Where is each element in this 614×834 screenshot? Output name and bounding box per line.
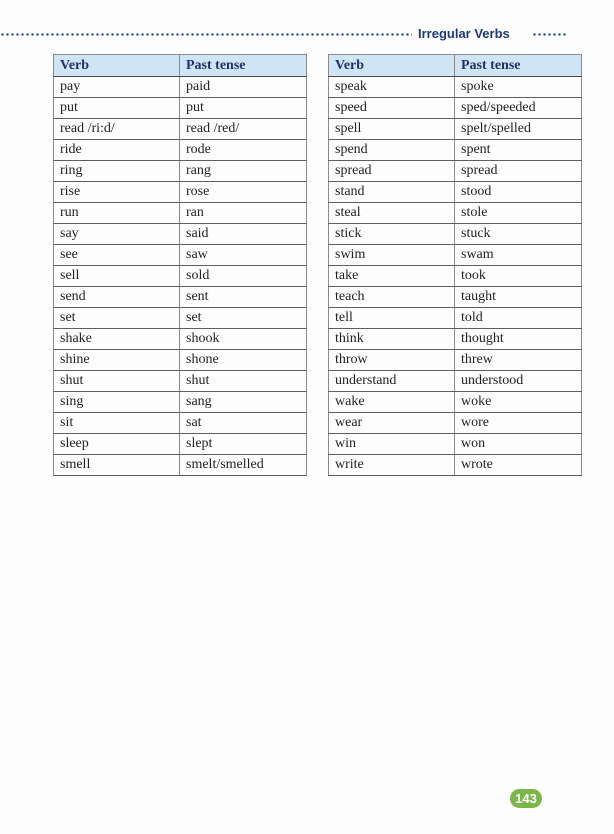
table-row: [54, 266, 307, 287]
table-row: [329, 161, 582, 182]
verb-cell: put: [54, 98, 180, 119]
verb-cell: set: [54, 308, 180, 329]
past-tense-cell: read /red/: [180, 119, 307, 140]
table-row: [329, 77, 582, 98]
table-row: [329, 245, 582, 266]
verb-cell: teach: [329, 287, 455, 308]
verb-column-header: Verb: [54, 55, 180, 77]
past-tense-cell: slept: [180, 434, 307, 455]
past-tense-cell: smelt/smelled: [180, 455, 307, 476]
past-tense-cell: won: [455, 434, 582, 455]
verb-cell: send: [54, 287, 180, 308]
verb-cell: wake: [329, 392, 455, 413]
dotted-rule-left: [0, 33, 412, 36]
past-tense-cell: threw: [455, 350, 582, 371]
table-row: [329, 182, 582, 203]
past-tense-cell: wore: [455, 413, 582, 434]
table-row: [54, 161, 307, 182]
table-row: [329, 287, 582, 308]
past-tense-cell: shone: [180, 350, 307, 371]
verb-cell: stick: [329, 224, 455, 245]
past-tense-cell: rang: [180, 161, 307, 182]
verb-cell: sell: [54, 266, 180, 287]
past-tense-cell: put: [180, 98, 307, 119]
table-row: [329, 350, 582, 371]
table-row: [329, 119, 582, 140]
verb-cell: smell: [54, 455, 180, 476]
table-header-row: [329, 55, 582, 77]
past-tense-cell: sat: [180, 413, 307, 434]
table-row: [329, 392, 582, 413]
table-row: [54, 140, 307, 161]
past-tense-column-header: Past tense: [180, 55, 307, 77]
verb-cell: sleep: [54, 434, 180, 455]
past-tense-cell: took: [455, 266, 582, 287]
table-row: [54, 77, 307, 98]
past-tense-cell: sent: [180, 287, 307, 308]
verb-cell: steal: [329, 203, 455, 224]
past-tense-cell: rode: [180, 140, 307, 161]
past-tense-cell: stuck: [455, 224, 582, 245]
table-row: [329, 266, 582, 287]
past-tense-cell: shook: [180, 329, 307, 350]
past-tense-cell: paid: [180, 77, 307, 98]
verb-cell: rise: [54, 182, 180, 203]
past-tense-cell: swam: [455, 245, 582, 266]
table-row: [329, 434, 582, 455]
verb-cell: speak: [329, 77, 455, 98]
table-row: [54, 392, 307, 413]
past-tense-cell: shut: [180, 371, 307, 392]
table-row: [329, 203, 582, 224]
past-tense-cell: saw: [180, 245, 307, 266]
verb-cell: spread: [329, 161, 455, 182]
past-tense-cell: spent: [455, 140, 582, 161]
table-row: [329, 224, 582, 245]
verb-table-right: [328, 54, 582, 476]
verb-cell: spell: [329, 119, 455, 140]
table-row: [54, 308, 307, 329]
table-row: [54, 434, 307, 455]
past-tense-cell: woke: [455, 392, 582, 413]
verb-cell: win: [329, 434, 455, 455]
past-tense-cell: said: [180, 224, 307, 245]
table-row: [54, 371, 307, 392]
verb-cell: run: [54, 203, 180, 224]
verb-cell: write: [329, 455, 455, 476]
verb-cell: sing: [54, 392, 180, 413]
verb-cell: shine: [54, 350, 180, 371]
table-row: [54, 119, 307, 140]
table-row: [329, 329, 582, 350]
verb-cell: tell: [329, 308, 455, 329]
past-tense-cell: sold: [180, 266, 307, 287]
verb-cell: wear: [329, 413, 455, 434]
verb-cell: ring: [54, 161, 180, 182]
table-body-left: [54, 77, 307, 476]
past-tense-cell: wrote: [455, 455, 582, 476]
table-row: [329, 98, 582, 119]
past-tense-cell: spread: [455, 161, 582, 182]
table-row: [329, 413, 582, 434]
verb-cell: speed: [329, 98, 455, 119]
verb-cell: stand: [329, 182, 455, 203]
dotted-rule-right: [532, 33, 568, 36]
table-row: [54, 287, 307, 308]
past-tense-cell: told: [455, 308, 582, 329]
verb-cell: throw: [329, 350, 455, 371]
verb-cell: pay: [54, 77, 180, 98]
past-tense-cell: taught: [455, 287, 582, 308]
verb-cell: see: [54, 245, 180, 266]
table-row: [54, 350, 307, 371]
verb-cell: swim: [329, 245, 455, 266]
table-row: [54, 329, 307, 350]
table-body-right: [329, 77, 582, 476]
verb-table-left: [53, 54, 307, 476]
page-number-badge: 143: [510, 789, 542, 808]
table-row: [54, 455, 307, 476]
table-row: [329, 455, 582, 476]
verb-cell: read /ri:d/: [54, 119, 180, 140]
past-tense-cell: rose: [180, 182, 307, 203]
past-tense-cell: sped/speeded: [455, 98, 582, 119]
verb-column-header: Verb: [329, 55, 455, 77]
past-tense-cell: thought: [455, 329, 582, 350]
past-tense-cell: spelt/spelled: [455, 119, 582, 140]
table-row: [54, 203, 307, 224]
verb-cell: take: [329, 266, 455, 287]
past-tense-cell: spoke: [455, 77, 582, 98]
table-row: [54, 182, 307, 203]
section-title: Irregular Verbs: [418, 26, 510, 41]
past-tense-cell: sang: [180, 392, 307, 413]
past-tense-column-header: Past tense: [455, 55, 582, 77]
verb-cell: ride: [54, 140, 180, 161]
verb-cell: say: [54, 224, 180, 245]
table-row: [54, 413, 307, 434]
past-tense-cell: stood: [455, 182, 582, 203]
verb-cell: spend: [329, 140, 455, 161]
table-row: [54, 224, 307, 245]
verb-cell: think: [329, 329, 455, 350]
past-tense-cell: stole: [455, 203, 582, 224]
verb-cell: shake: [54, 329, 180, 350]
verb-cell: shut: [54, 371, 180, 392]
past-tense-cell: ran: [180, 203, 307, 224]
table-header-row: [54, 55, 307, 77]
table-row: [329, 140, 582, 161]
table-row: [329, 371, 582, 392]
verb-cell: sit: [54, 413, 180, 434]
section-header: [0, 18, 614, 46]
table-row: [54, 245, 307, 266]
past-tense-cell: set: [180, 308, 307, 329]
table-row: [54, 98, 307, 119]
past-tense-cell: understood: [455, 371, 582, 392]
table-row: [329, 308, 582, 329]
verb-cell: understand: [329, 371, 455, 392]
